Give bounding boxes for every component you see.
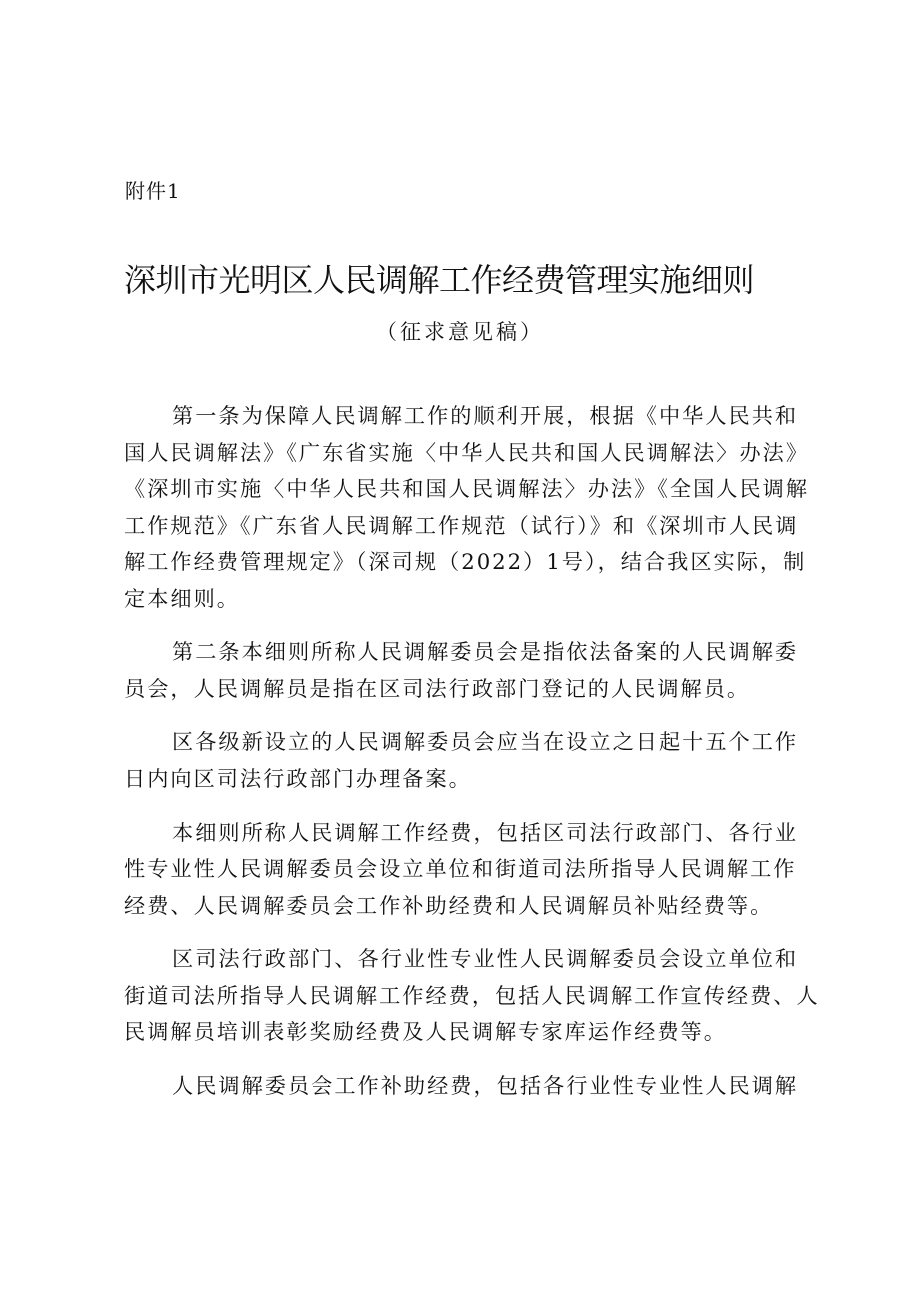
attachment-label: 附件1 — [125, 179, 181, 203]
paragraph-line: 区司法行政部门、各行业性专业性人民调解委员会设立单位和 — [172, 946, 799, 972]
paragraph-line: 定本细则。 — [124, 585, 240, 611]
document-body — [124, 398, 820, 1122]
document-title: 深圳市光明区人民调解工作经费管理实施细则 — [124, 261, 755, 299]
document-subtitle: （征求意见稿） — [376, 320, 544, 344]
article-2-paragraph — [124, 634, 814, 707]
paragraph-line: 《深圳市实施〈中华人民共和国人民调解法〉办法》《全国人民调解 — [124, 476, 810, 501]
paragraph-line: 本细则所称人民调解工作经费，包括区司法行政部门、各行业 — [172, 819, 799, 845]
filing-paragraph — [124, 724, 814, 797]
guidance-funding-paragraph — [124, 941, 820, 1051]
paragraph-line: 第一条为保障人民调解工作的顺利开展，根据《中华人民共和 — [172, 403, 799, 428]
paragraph-line: 经费、人民调解委员会工作补助经费和人民调解员补贴经费等。 — [124, 892, 774, 918]
funding-scope-paragraph — [124, 815, 814, 925]
paragraph-line: 工作规范》《广东省人民调解工作规范（试行）》和《深圳市人民调 — [124, 512, 799, 538]
paragraph-line: 民调解员培训表彰奖励经费及人民调解专家库运作经费等。 — [124, 1019, 727, 1045]
paragraph-line: 解工作经费管理规定》（深司规（2022）1号），结合我区实际，制 — [124, 549, 807, 574]
paragraph-line: 员会，人民调解员是指在区司法行政部门登记的人民调解员。 — [124, 675, 751, 701]
paragraph-line: 性专业性人民调解委员会设立单位和街道司法所指导人民调解工作 — [124, 856, 797, 882]
paragraph-line: 街道司法所指导人民调解工作经费，包括人民调解工作宣传经费、人 — [124, 982, 820, 1008]
article-1-paragraph — [124, 398, 814, 617]
paragraph-line: 人民调解委员会工作补助经费，包括各行业性专业性人民调解 — [172, 1072, 799, 1098]
paragraph-line: 国人民调解法》《广东省实施〈中华人民共和国人民调解法〉办法》 — [124, 439, 810, 465]
committee-subsidy-paragraph — [124, 1068, 814, 1105]
paragraph-line: 日内向区司法行政部门办理备案。 — [124, 765, 472, 791]
paragraph-line: 第二条本细则所称人民调解委员会是指依法备案的人民调解委 — [172, 639, 799, 665]
paragraph-line: 区各级新设立的人民调解委员会应当在设立之日起十五个工作 — [172, 729, 799, 755]
